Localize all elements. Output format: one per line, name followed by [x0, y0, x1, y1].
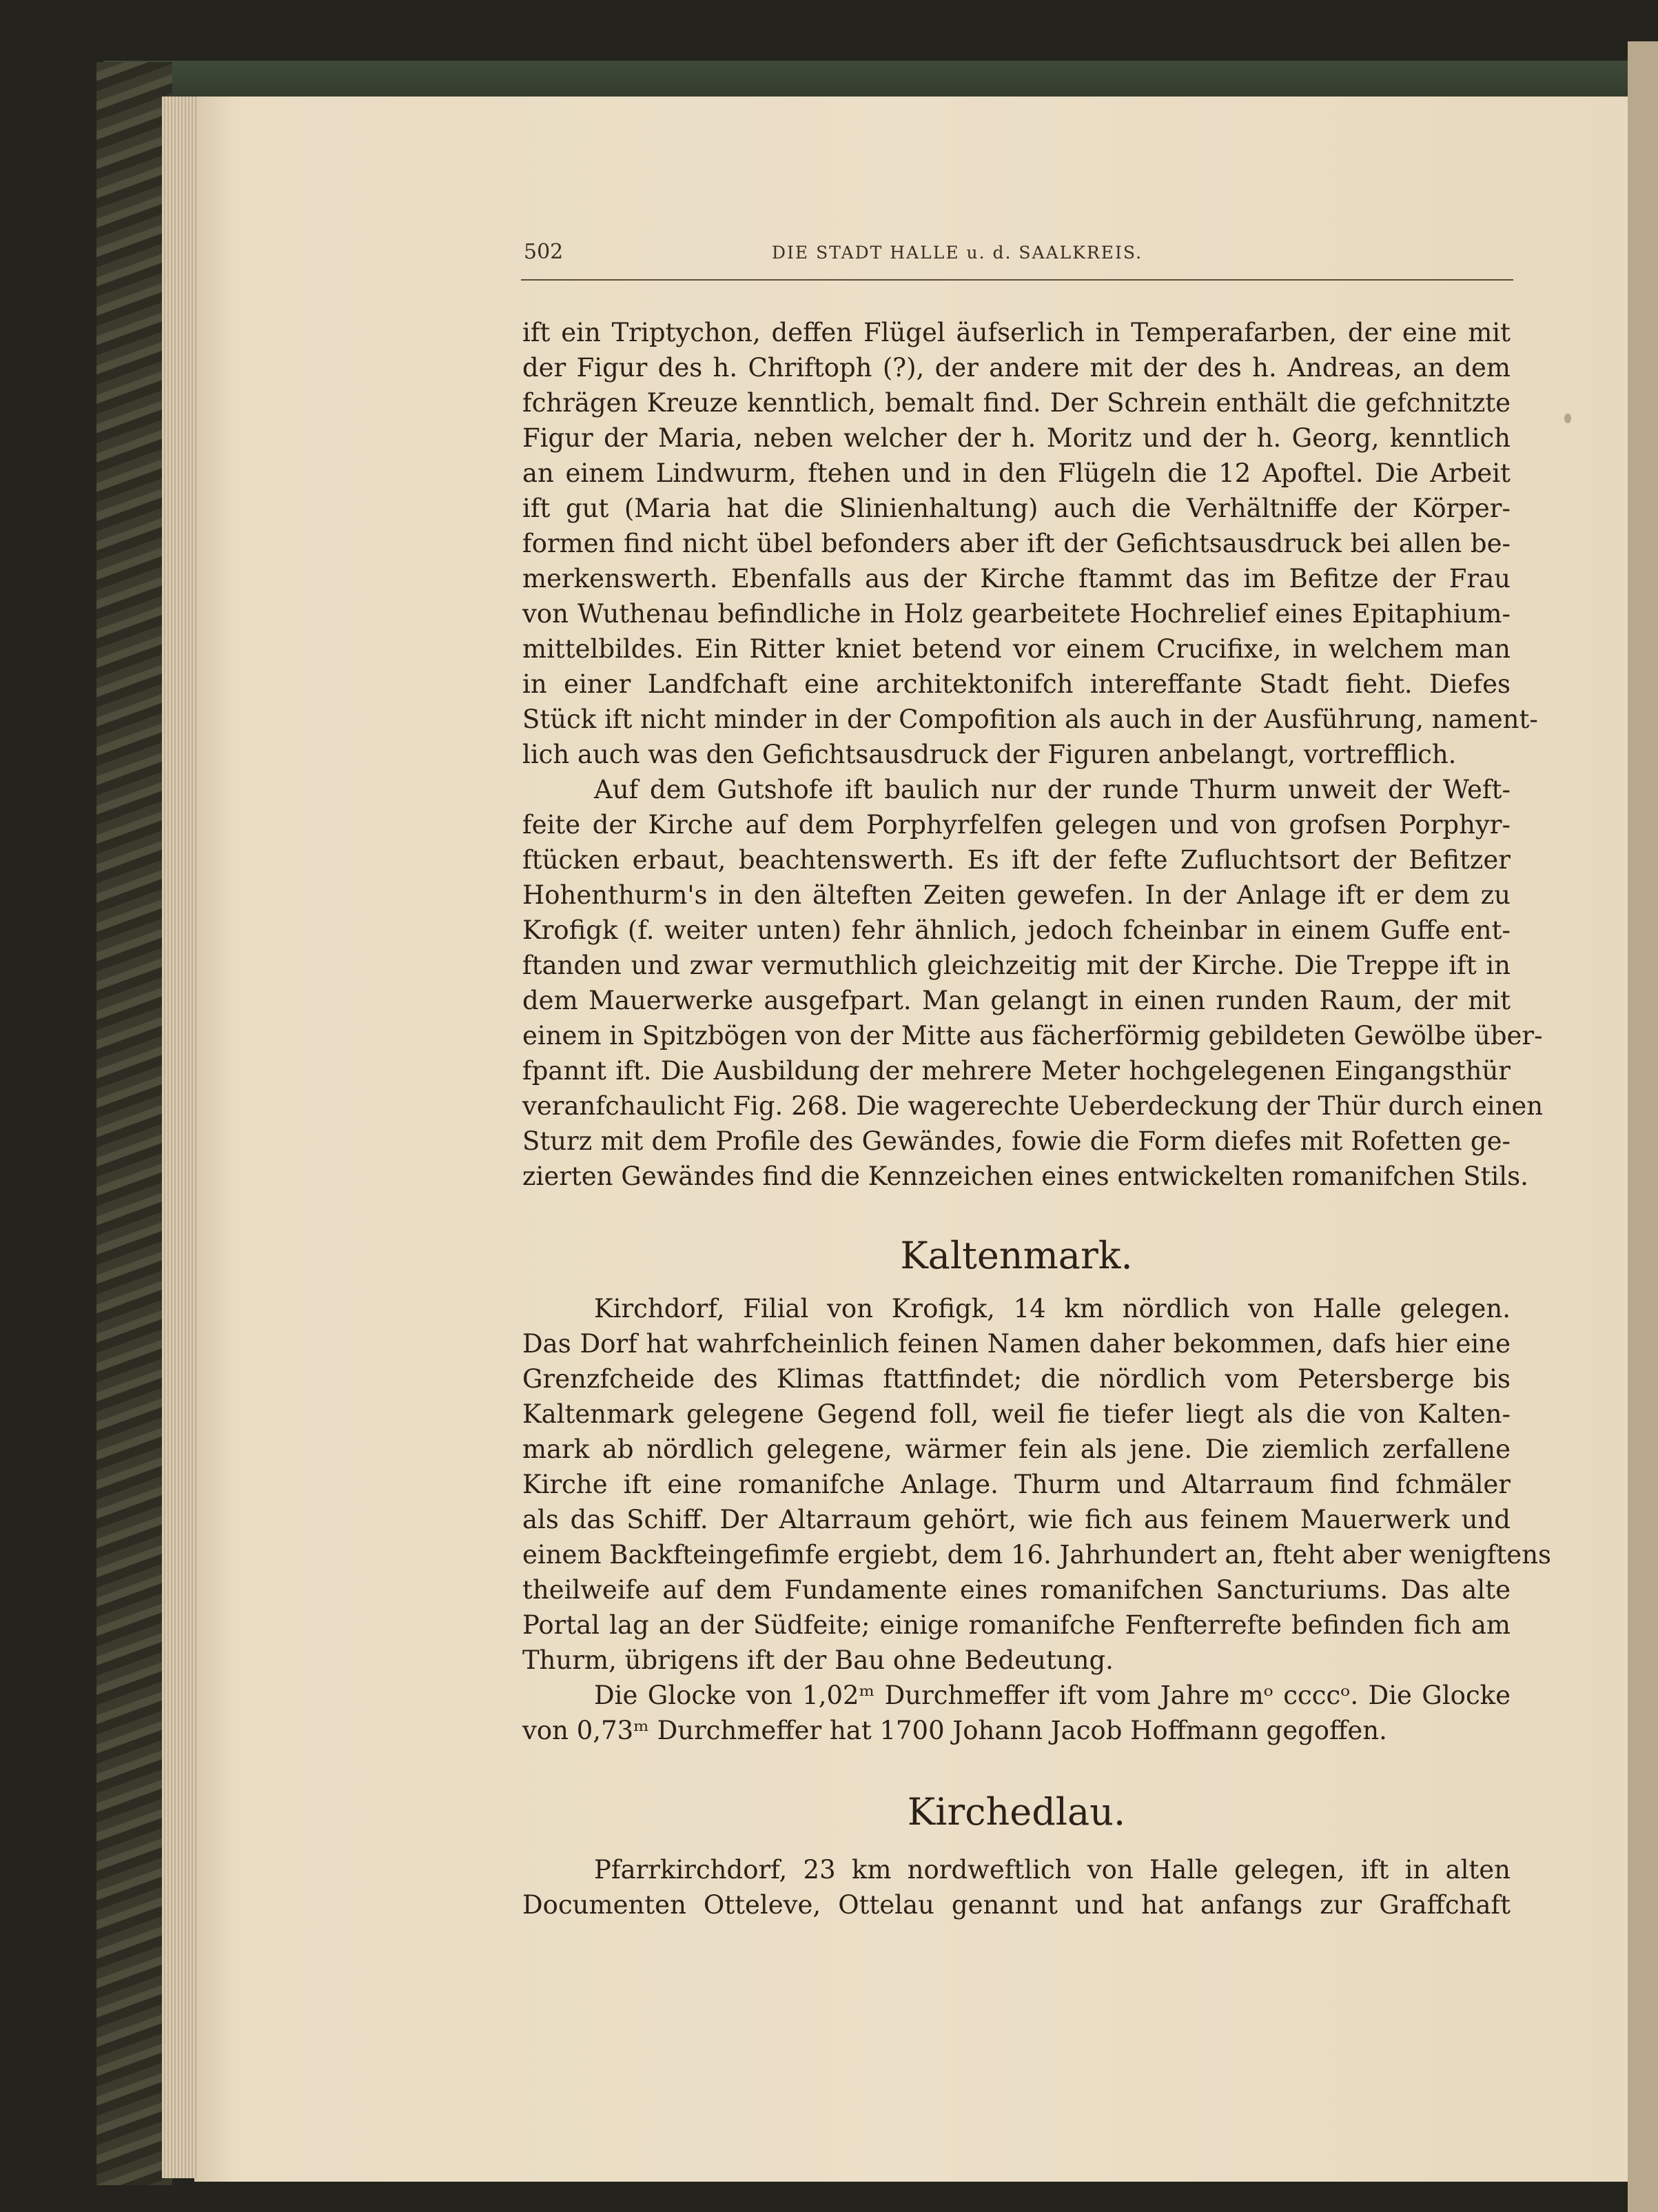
text-line: von Wuthenau befindliche in Holz gearbeitete Hochrelief eines Epitaphium- [522, 599, 1511, 629]
book-cover-spine [96, 62, 172, 2185]
header-rule [521, 279, 1513, 281]
text-line: Krofigk (f. weiter unten) fehr ähnlich, jedoch fcheinbar in einem Guffe ent- [522, 915, 1511, 945]
text-line: der Figur des h. Chriftoph (?), der andere mit der des h. Andreas, an dem [522, 353, 1511, 383]
text-line: in einer Landfchaft eine architektonifch intereffante Stadt fieht. Diefes [522, 669, 1511, 699]
text-line: fpannt ift. Die Ausbildung der mehrere Meter hochgelegenen Eingangsthür [522, 1056, 1511, 1086]
text-line: fchrägen Kreuze kenntlich, bemalt find. Der Schrein enthält die gefchnitzte [522, 388, 1511, 418]
text-line: ift ein Triptychon, deffen Flügel äufserlich in Temperafarben, der eine mit [522, 318, 1511, 347]
text-line: Thurm, übrigens ift der Bau ohne Bedeutung. [522, 1645, 1114, 1675]
text-line: von 0,73ᵐ Durchmeffer hat 1700 Johann Jacob Hoffmann gegoffen. [522, 1716, 1387, 1745]
text-line: Auf dem Gutshofe ift baulich nur der runde Thurm unweit der Weft- [594, 775, 1511, 804]
page-number: 502 [524, 240, 564, 264]
text-line: Die Glocke von 1,02ᵐ Durchmeffer ift vom Jahre mᵒ ccccᵒ. Die Glocke [594, 1681, 1511, 1710]
text-line: ftücken erbaut, beachtenswerth. Es ift der fefte Zufluchtsort der Befitzer [522, 845, 1511, 875]
text-line: merkenswerth. Ebenfalls aus der Kirche ftammt das im Befitze der Frau [522, 564, 1511, 593]
text-line: Figur der Maria, neben welcher der h. Moritz und der h. Georg, kenntlich [522, 423, 1511, 453]
text-line: feite der Kirche auf dem Porphyrfelfen gelegen und von grofsen Porphyr- [522, 810, 1511, 840]
text-line: formen find nicht übel befonders aber ift der Gefichtsausdruck bei allen be- [522, 529, 1511, 558]
page-blemish [1564, 414, 1571, 423]
text-line: an einem Lindwurm, ftehen und in den Flügeln die 12 Apoftel. Die Arbeit [522, 458, 1511, 488]
text-line: mittelbildes. Ein Ritter kniet betend vor einem Crucifixe, in welchem man [522, 634, 1511, 664]
page-stack-edges [162, 97, 196, 2178]
text-line: lich auch was den Gefichtsausdruck der Figuren anbelangt, vortrefflich. [522, 740, 1457, 769]
text-line: theilweife auf dem Fundamente eines romanifchen Sancturiums. Das alte [522, 1575, 1511, 1605]
text-line: als das Schiff. Der Altarraum gehört, wie fich aus feinem Mauerwerk und [522, 1505, 1511, 1534]
text-line: veranfchaulicht Fig. 268. Die wagerechte Ueberdeckung der Thür durch einen [522, 1091, 1544, 1121]
running-title: DIE STADT HALLE u. d. SAALKREIS. [772, 243, 1143, 263]
text-line: Sturz mit dem Profile des Gewändes, fowie die Form diefes mit Rofetten ge- [522, 1126, 1511, 1156]
text-line: Hohenthurm's in den älteften Zeiten gewefen. In der Anlage ift er dem zu [522, 880, 1511, 910]
text-line: einem in Spitzbögen von der Mitte aus fächerförmig gebildeten Gewölbe über- [522, 1021, 1543, 1051]
section-heading-kirchedlau: Kirchedlau. [907, 1790, 1126, 1834]
section-heading-kaltenmark: Kaltenmark. [900, 1234, 1133, 1277]
text-line: Kirchdorf, Filial von Krofigk, 14 km nördlich von Halle gelegen. [594, 1294, 1511, 1323]
text-line: mark ab nördlich gelegene, wärmer fein als jene. Die ziemlich zerfallene [522, 1434, 1511, 1464]
text-line: ftanden und zwar vermuthlich gleichzeitig mit der Kirche. Die Treppe ift in [522, 951, 1511, 980]
running-head [524, 240, 1511, 267]
text-line: Kaltenmark gelegene Gegend foll, weil fie tiefer liegt als die von Kalten- [522, 1399, 1511, 1429]
text-line: Das Dorf hat wahrfcheinlich feinen Namen daher bekommen, dafs hier eine [522, 1329, 1511, 1359]
text-line: Portal lag an der Südfeite; einige romanifche Fenfterrefte befinden fich am [522, 1610, 1511, 1640]
text-line: Stück ift nicht minder in der Compofition als auch in der Ausführung, nament- [522, 704, 1538, 734]
text-line: Kirche ift eine romanifche Anlage. Thurm und Altarraum find fchmäler [522, 1470, 1511, 1499]
facing-page-edge [1628, 41, 1658, 2212]
text-line: zierten Gewändes find die Kennzeichen eines entwickelten romanifchen Stils. [522, 1161, 1528, 1191]
text-line: dem Mauerwerke ausgefpart. Man gelangt in einen runden Raum, der mit [522, 986, 1511, 1015]
text-line: ift gut (Maria hat die Slinienhaltung) auch die Verhältniffe der Körper- [522, 494, 1511, 523]
text-line: Pfarrkirchdorf, 23 km nordweftlich von Halle gelegen, ift in alten [594, 1855, 1511, 1885]
text-line: Grenzfcheide des Klimas ftattfindet; die nördlich vom Petersberge bis [522, 1364, 1511, 1394]
text-line: einem Backfteingefimfe ergiebt, dem 16. Jahrhundert an, fteht aber wenigftens [522, 1540, 1552, 1570]
text-line: Documenten Otteleve, Ottelau genannt und hat anfangs zur Graffchaft [522, 1890, 1511, 1920]
